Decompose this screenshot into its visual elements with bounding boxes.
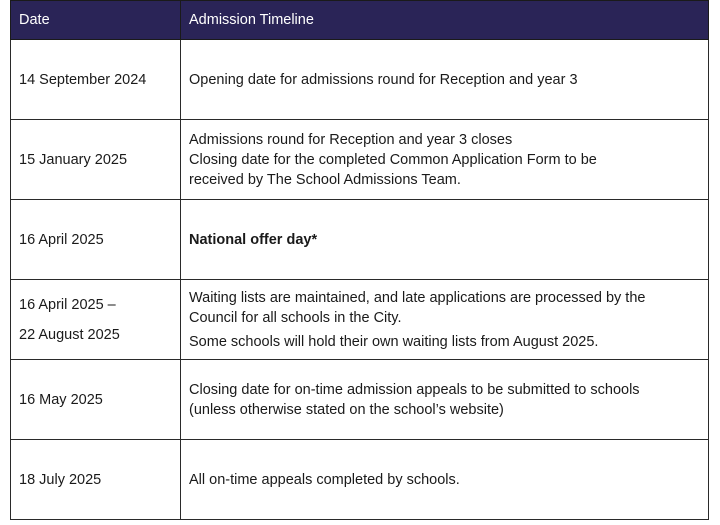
description-text: Admissions round for Reception and year 3 closes [189, 131, 513, 148]
date-range-end: 22 August 2025 [19, 326, 120, 343]
table-row [11, 440, 709, 520]
timeline-column-header: Admission Timeline [181, 1, 709, 40]
description-cell [181, 440, 709, 520]
date-text: 16 April 2025 [19, 231, 104, 248]
description-text: All on-time appeals completed by schools. [189, 471, 460, 488]
table-row [11, 360, 709, 440]
table-row [11, 120, 709, 200]
date-range-start: 16 April 2025 – [19, 296, 116, 313]
description-text: (unless otherwise stated on the school’s website) [189, 401, 504, 418]
date-cell [11, 40, 181, 120]
description-cell [181, 200, 709, 280]
description-text: Closing date for on-time admission appeals to be submitted to schools [189, 381, 640, 398]
date-column-header: Date [11, 1, 181, 40]
admission-timeline-table [10, 0, 709, 520]
admission-timeline-table-wrap [10, 0, 708, 520]
table-row [11, 40, 709, 120]
date-text: 14 September 2024 [19, 71, 147, 88]
header-row [11, 1, 709, 40]
description-text: Some schools will hold their own waiting lists from August 2025. [189, 333, 599, 350]
date-text: 18 July 2025 [19, 471, 102, 488]
description-text: Opening date for admissions round for Reception and year 3 [189, 71, 578, 88]
date-text: 15 January 2025 [19, 151, 128, 168]
national-offer-day-text: National offer day* [189, 231, 318, 248]
description-cell [181, 280, 709, 360]
description-cell [181, 120, 709, 200]
date-text: 16 May 2025 [19, 391, 103, 408]
description-cell [181, 360, 709, 440]
date-cell [11, 360, 181, 440]
description-text: Waiting lists are maintained, and late applications are processed by the [189, 289, 646, 306]
description-text: received by The School Admissions Team. [189, 171, 461, 188]
description-text: Closing date for the completed Common Application Form to be [189, 151, 597, 168]
table-row [11, 280, 709, 360]
description-text: Council for all schools in the City. [189, 309, 402, 326]
date-cell [11, 440, 181, 520]
date-cell [11, 120, 181, 200]
date-cell [11, 200, 181, 280]
date-range-cell [11, 280, 181, 360]
description-cell [181, 40, 709, 120]
table-row [11, 200, 709, 280]
